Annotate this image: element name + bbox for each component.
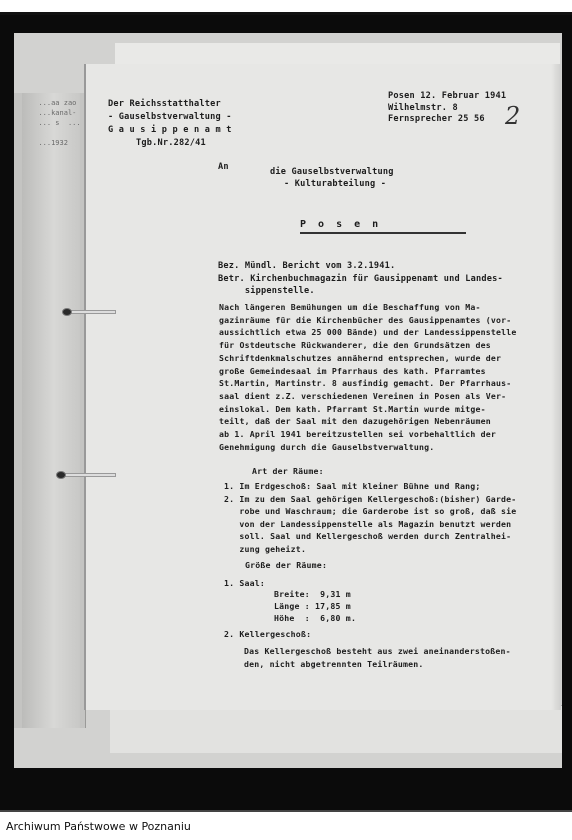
body-line: gazinräume für die Kirchenbücher des Gausippenamtes (vor- <box>219 314 512 325</box>
basement-description <box>244 645 511 670</box>
subject-block <box>218 260 503 298</box>
address-line: Wilhelmstr. 8 <box>388 102 458 113</box>
archive-name: Archiwum Państwowe w Poznaniu <box>6 820 191 833</box>
bottom-overlapping-sheet <box>110 705 562 753</box>
list-item: 2. Im zu dem Saal gehörigen Kellergeschoß:(bisher) Garde- <box>224 493 517 504</box>
dimension-line: Länge : 17,85 m <box>274 600 351 611</box>
binder-tab-upper <box>66 310 116 314</box>
recipient-line: die Gauselbstverwaltung <box>270 167 394 177</box>
body-line: große Gemeindesaal im Pfarrhaus des kath. Pfarramtes <box>219 365 486 376</box>
subject-line: Betr. Kirchenbuchmagazin für Gausippenamt und Landes- <box>218 273 503 284</box>
date-block <box>388 91 506 126</box>
binder-strip-inner <box>22 93 80 728</box>
handwritten-page-number: 2 <box>505 102 521 130</box>
list-item: soll. Saal und Kellergeschoß werden durch Zentralhei- <box>224 531 512 542</box>
list-item: zung geheizt. <box>224 543 307 554</box>
body-line: Nach längeren Bemühungen um die Beschaffung von Ma- <box>219 302 481 312</box>
basement-label: 2. Kellergeschoß: <box>224 629 312 639</box>
subject-line: sippenstelle. <box>218 286 315 296</box>
list-item: 1. Im Erdgeschoß: Saal mit kleiner Bühne und Rang; <box>224 481 481 491</box>
recipient-line: - Kulturabteilung - <box>284 179 387 189</box>
reference-number: Tgb.Nr.282/41 <box>136 138 206 148</box>
list-item: robe und Waschraum; die Garderobe ist so groß, daß sie <box>224 506 517 517</box>
sender-line: - Gauselbstverwaltung - <box>108 112 232 122</box>
binder-tab-lower <box>60 473 116 477</box>
body-line: aussichtlich etwa 25 000 Bände) und der Landessippenstelle <box>219 327 517 338</box>
binder-ring-lower-icon <box>56 471 66 479</box>
rooms-type-heading: Art der Räume: <box>252 466 324 476</box>
footer-divider <box>0 810 572 812</box>
body-line: saal dient z.Z. verschiedenen Vereinen in Posen als Ver- <box>219 390 507 401</box>
body-paragraph <box>219 301 517 453</box>
sender-block <box>108 98 232 150</box>
rooms-size-heading: Größe der Räume: <box>245 560 328 570</box>
dimension-line: Höhe : 6,80 m. <box>274 612 357 623</box>
list-item: von der Landessippenstelle als Magazin benutzt werden <box>224 518 512 529</box>
date-line: Posen 12. Februar 1941 <box>388 91 507 101</box>
binder-ring-upper-icon <box>62 308 72 316</box>
sender-line: G a u s i p p e n a m t <box>108 125 232 135</box>
hall-dimensions <box>274 589 356 624</box>
hall-label: 1. Saal: <box>224 578 266 588</box>
city-underline <box>300 232 466 234</box>
basement-line: Das Kellergeschoß besteht aus zwei aneinanderstoßen- <box>244 646 511 656</box>
rooms-list <box>224 480 516 556</box>
body-line: ab 1. April 1941 bereitzustellen sei vorbehaltlich der <box>219 429 496 440</box>
body-line: Schriftdenkmalschutzes annähernd entsprechen, wurde der <box>219 352 502 363</box>
binder-strip-text: ...aa zao ...kanal- ... s ... ...1932 <box>38 99 81 147</box>
sender-line: Der Reichsstatthalter <box>108 99 221 109</box>
body-line: einslokal. Dem kath. Pfarramt St.Martin wurde mitge- <box>219 403 486 414</box>
basement-line: den, nicht abgetrennten Teilräumen. <box>244 658 424 669</box>
phone-line: Fernsprecher 25 56 <box>388 114 485 124</box>
body-line: St.Martin, Martinstr. 8 ausfindig gemacht. Der Pfarrhaus- <box>219 378 512 389</box>
recipient-city: P o s e n <box>300 219 382 230</box>
addressee-prefix: An <box>218 162 229 172</box>
subject-line: Bez. Mündl. Bericht vom 3.2.1941. <box>218 261 396 271</box>
dimension-line: Breite: 9,31 m <box>274 589 351 599</box>
body-line: teilt, daß der Saal mit den dazugehörigen Nebenräumen <box>219 416 491 427</box>
body-line: Genehmigung durch die Gauselbstverwaltung. <box>219 441 435 452</box>
body-line: für Ostdeutsche Rückwanderer, die den Grundsätzen des <box>219 340 491 351</box>
recipient-block <box>270 166 394 190</box>
